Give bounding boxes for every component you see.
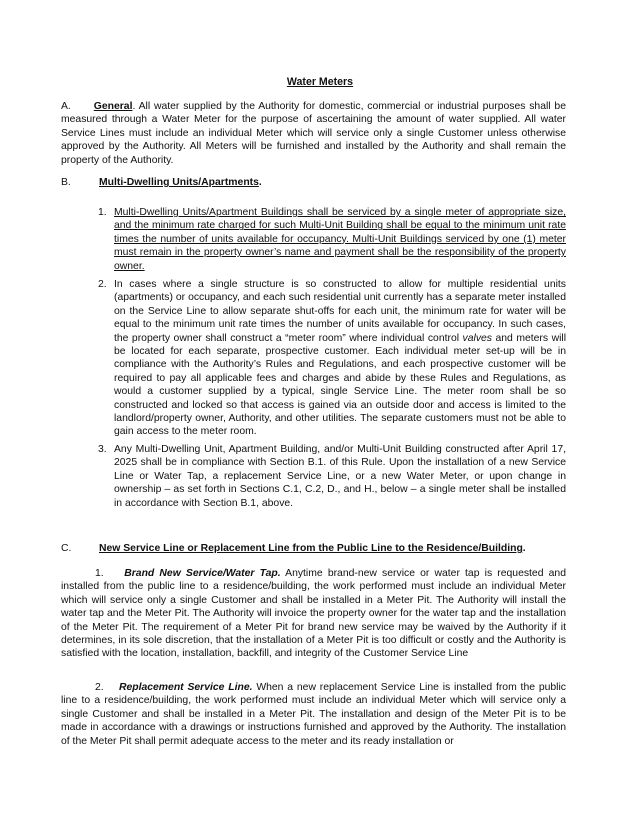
section-c-heading-text: New Service Line or Replacement Line from the Public Line to the Residence/Building <box>99 543 523 554</box>
c-item-1-number: 1. <box>95 568 104 579</box>
page-title: Water Meters <box>286 76 354 88</box>
section-b-heading-suffix: . <box>258 177 262 188</box>
c-item-2-text: When a new replacement Service Line is installed from the public line to a residence/building, the work performed must include an individual Meter which will service only a single Customer and shall be installed in a Meter Pit. The installation and design of the Meter Pit is to be made in accordance with a drawings or instructions furnished and approved by the Authority. The installation of the Meter Pit shall permit adequate access to the meter and its ready installation or <box>61 682 566 747</box>
c-item-1-text: Anytime brand-new service or water tap is requested and installed from the public line to a residence/building, the work performed must include an individual Meter which will service only a single Customer and shall be installed in a Meter Pit. The Authority will install the water tap and the Meter Pit. The Authority will invoice the property owner for the water tap and the installation of the Meter Pit. The requirement of a Meter Pit for brand new service may be waived by the Authority if it determines, in its sole discretion, that the installation of a Meter Pit is too difficult or costly and the Authority is satisfied with the location, installation, backfill, and integrity of the Customer Service Line <box>61 568 566 660</box>
b-item-2-text-after: and meters will be located for each separate, prospective customer. Each individual meter set-up will be in compliance with the Authority’s Rules and Regulations, and each prospective customer will be required to pay all applicable fees and charges and abide by these Rules and Regulations, as would a customer supplied by a typical, single Service Line. The meter room shall be so constructed and locked so that access is gained via an outside door and access is limited to the landlord/property owner, Authority, and other utilities. The separate customers must not be able to gain access to the meter room. <box>114 332 566 438</box>
c-item-2-lead: Replacement Service Line. <box>118 682 253 693</box>
c-item-1-lead: Brand New Service/Water Tap. <box>124 568 281 579</box>
b-item-1-text: Multi-Dwelling Units/Apartment Buildings shall be serviced by a single meter of appropriate size, and the minimum rate charged for such Multi-Unit Building shall be equal to the minimum unit rate times the number of units available for occupancy. Multi-Unit Buildings serviced by one (1) meter must remain in the property owner’s name and payment shall be the responsibility of the property owner. <box>114 207 566 272</box>
b-item-2-text-italic: valves <box>462 332 492 344</box>
section-b-heading <box>99 176 262 189</box>
section-b-heading-text: Multi-Dwelling Units/Apartments <box>99 177 259 188</box>
section-b-heading-row <box>61 176 71 189</box>
c-item-1 <box>61 567 566 661</box>
c-item-2 <box>61 681 566 748</box>
section-c-letter: C. <box>61 543 72 554</box>
b-item-3-text: Any Multi-Dwelling Unit, Apartment Building, and/or Multi-Unit Building constructed after April 17, 2025 shall be in compliance with Section B.1. of this Rule. Upon the installation of a new Service Line or Water Tap, a replacement Service Line, or a new Water Meter, or upon change in ownership – as set forth in Sections C.1, C.2, D., and H., below – a single meter shall be installed in accordance with Section B.1, above. <box>114 444 566 509</box>
b-item-2-text-before: In cases where a single structure is so constructed to allow for multiple residential units (apartments) or occupancy, and each such residential unit currently has a separate meter installed on the Service Line to allow separate shut-offs for each unit, the minimum rate for water will be equal to the minimum unit rate times the number of units available for occupancy. In such cases, the property owner shall construct a “meter room” where individual control <box>114 279 566 344</box>
b-item-3-number: 3. <box>98 444 107 455</box>
section-b-letter: B. <box>61 177 71 188</box>
b-item-1-number: 1. <box>98 207 107 218</box>
section-c-letter-row <box>61 542 71 555</box>
section-a-heading: General <box>93 101 133 112</box>
section-a-text: . All water supplied by the Authority for domestic, commercial or industrial purposes shall be measured through a Water Meter for the purpose of ascertaining the amount of water supplied. All water Service Lines must include an individual Meter which will service only a single Customer unless otherwise approved by the Authority. All Meters will be furnished and installed by the Authority and shall remain the property of the Authority. <box>61 101 566 166</box>
b-item-2-number: 2. <box>98 279 107 290</box>
section-a-letter: A. <box>61 101 71 112</box>
b-item-2-text <box>114 278 566 439</box>
c-item-2-number: 2. <box>95 682 104 693</box>
section-a <box>61 100 566 167</box>
section-c-heading-suffix: . <box>522 543 526 554</box>
section-c-heading <box>99 542 574 555</box>
